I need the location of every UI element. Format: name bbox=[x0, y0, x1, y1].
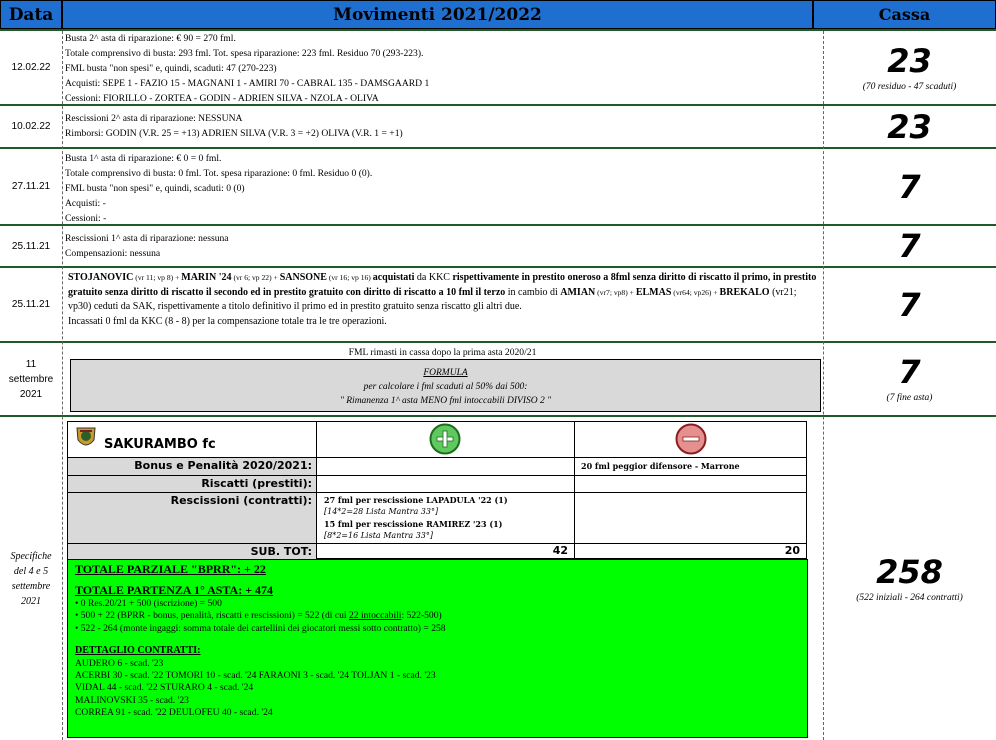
cassa-value: 7 bbox=[898, 167, 921, 206]
team-logo bbox=[74, 425, 98, 451]
trade-keyword: acquistati bbox=[372, 272, 415, 283]
row-date: 12.02.22 bbox=[11, 62, 51, 73]
row-title: FML rimasti in cassa dopo la prima asta 2020/21 bbox=[348, 347, 537, 358]
player-stats: (vr 11; vp 8) + bbox=[133, 273, 182, 282]
trade-text: da KKC bbox=[414, 272, 453, 283]
header-date: Data bbox=[0, 0, 62, 29]
minus-circle-icon bbox=[675, 423, 707, 455]
text-line: Rescissioni 1^ asta di riparazione: nessuna bbox=[65, 233, 229, 244]
cassa-cell bbox=[823, 268, 996, 341]
trade-terms: rispettivamente in prestito oneroso a 8fml senza diritto di riscatto il primo, in prestito gratuito senza diritto di riscatto il secondo ed in prestito gratuito con diritto di riscatto a 10 fml il terzo bbox=[68, 272, 817, 298]
subtot-label: SUB. TOT: bbox=[250, 545, 312, 558]
formula-label: FORMULA bbox=[423, 368, 468, 378]
cassa-value: 23 bbox=[887, 107, 932, 146]
row-description bbox=[65, 31, 820, 106]
player-name: ELMAS bbox=[635, 286, 672, 298]
text-line: Incassati 0 fml da KKC (8 - 8) per la compensazione totale tra le tre operazioni. bbox=[68, 315, 387, 327]
cassa-value: 7 bbox=[898, 227, 921, 265]
contract-line: VIDAL 44 - scad. '22 STURARO 4 - scad. '24 bbox=[75, 682, 254, 694]
bonus-label: Bonus e Penalità 2020/2021: bbox=[134, 459, 312, 472]
subtot-minus: 20 bbox=[784, 544, 800, 557]
summary-bullet bbox=[75, 610, 800, 622]
formula-box bbox=[70, 359, 821, 412]
row-description bbox=[65, 111, 820, 141]
rescission-entry: 15 fml per rescissione RAMIREZ '23 (1) bbox=[324, 519, 503, 529]
riscatti-label: Riscatti (prestiti): bbox=[201, 477, 312, 490]
bullet-text: • 500 + 22 (BPRR - bonus, penalità, riscatti e rescissioni) = 522 (di cui bbox=[75, 610, 349, 622]
text-line: FML busta "non spesi" e, quindi, scaduti: 0 (0) bbox=[65, 183, 245, 194]
row-description bbox=[68, 271, 822, 329]
formula-line: " Rimanenza 1^ asta MENO fml intoccabili DIVISO 2 " bbox=[339, 396, 552, 406]
summary-bullet: • 522 - 264 (monte ingaggi: somma totale dei cartellini dei giocatori messi sotto contratto) = 258 bbox=[75, 622, 446, 634]
rescission-entry: 27 fml per rescissione LAPADULA '22 (1) bbox=[324, 495, 508, 505]
bonus-amount: 20 fml bbox=[581, 461, 610, 471]
text-line: Cessioni: FIORILLO - ZORTEA - GODIN - ADRIEN SILVA - NZOLA - OLIVA bbox=[65, 93, 379, 104]
bonus-reason: peggior difensore - Marrone bbox=[609, 461, 740, 471]
trade-text: (vr21; vp30) ceduti da SAK, rispettivamente a titolo definitivo il primo ed in prestito gratuito senza riscatto gli altri due. bbox=[68, 286, 797, 313]
text-line: Acquisti: - bbox=[65, 198, 106, 209]
team-name: SAKURAMBO fc bbox=[104, 437, 216, 452]
text-line: Busta 1^ asta di riparazione: € 0 = 0 fml. bbox=[65, 153, 222, 164]
totale-parziale: TOTALE PARZIALE "BPRR": + 22 bbox=[75, 562, 266, 576]
header-title: Movimenti 2021/2022 bbox=[62, 0, 813, 29]
row-date: Specifiche del 4 e 5 settembre 2021 bbox=[10, 550, 52, 607]
text-line: Acquisti: SEPE 1 - FAZIO 15 - MAGNANI 1 - AMIRI 70 - CABRAL 135 - DAMSGAARD 1 bbox=[65, 78, 430, 89]
player-stats: (vr7; vp8) + bbox=[595, 287, 636, 297]
cassa-value: 7 bbox=[898, 353, 921, 391]
player-name: STOJANOVIC bbox=[68, 272, 134, 283]
subtot-plus: 42 bbox=[552, 544, 568, 557]
totale-partenza: TOTALE PARTENZA 1° ASTA: + 474 bbox=[75, 583, 274, 597]
rescissioni-detail bbox=[324, 494, 508, 542]
cassa-cell bbox=[823, 343, 996, 415]
row-description bbox=[65, 151, 820, 226]
text-line: Totale comprensivo di busta: 0 fml. Tot. spesa riparazione: 0 fml. Residuo 0 (0). bbox=[65, 168, 373, 179]
summary-box bbox=[67, 559, 808, 738]
cassa-note: (7 fine asta) bbox=[886, 393, 933, 403]
row-date: 10.02.22 bbox=[11, 121, 51, 132]
bullet-text: : 522-500) bbox=[401, 610, 442, 622]
player-name: MARIN '24 bbox=[181, 272, 232, 283]
row-description bbox=[65, 231, 820, 261]
text-line: FML busta "non spesi" e, quindi, scaduti: 47 (270-223) bbox=[65, 63, 277, 74]
player-name: AMIAN bbox=[560, 286, 596, 298]
trade-paragraph bbox=[68, 271, 822, 315]
cassa-value: 258 bbox=[876, 552, 943, 591]
cassa-note: (522 iniziali - 264 contratti) bbox=[856, 592, 963, 603]
row-date: 25.11.21 bbox=[11, 240, 51, 252]
rescission-note: [14*2=28 Lista Mantra 33°] bbox=[324, 507, 439, 516]
row-date: 25.11.21 bbox=[11, 299, 51, 310]
cassa-value: 23 bbox=[887, 41, 932, 80]
cassa-cell bbox=[823, 149, 996, 224]
contract-line: MALINOVSKI 35 - scad. '23 bbox=[75, 694, 189, 706]
text-line: Totale comprensivo di busta: 293 fml. Tot. spesa riparazione: 223 fml. Residuo 70 (293-223). bbox=[65, 48, 424, 59]
text-line: Rimborsi: GODIN (V.R. 25 = +13) ADRIEN SILVA (V.R. 3 = +2) OLIVA (V.R. 1 = +1) bbox=[65, 128, 403, 139]
player-stats: (vr 16; vp 16) bbox=[326, 273, 373, 282]
contract-line: CORREA 91 - scad. '22 DEULOFEU 40 - scad. '24 bbox=[75, 707, 273, 719]
row-date: 11 settembre 2021 bbox=[8, 358, 54, 400]
bullet-underlined: 22 intoccabili bbox=[348, 610, 402, 622]
bonus-minus-text bbox=[581, 461, 740, 471]
formula-line: per calcolare i fml scaduti al 50% dai 500: bbox=[363, 382, 528, 392]
cassa-cell bbox=[823, 106, 996, 147]
cassa-cell bbox=[823, 417, 996, 740]
plus-circle-icon bbox=[429, 423, 461, 455]
summary-bullet: • 0 Res.20/21 + 500 (iscrizione) = 500 bbox=[75, 598, 222, 609]
cassa-value: 7 bbox=[898, 285, 921, 324]
cassa-cell bbox=[823, 226, 996, 266]
header-cassa: Cassa bbox=[813, 0, 996, 29]
column-divider bbox=[62, 31, 63, 740]
cassa-note: (70 residuo - 47 scaduti) bbox=[862, 81, 957, 92]
text-line: Rescissioni 2^ asta di riparazione: NESSUNA bbox=[65, 113, 243, 124]
player-name: BREKALO bbox=[719, 286, 770, 298]
trade-text: in cambio di bbox=[505, 286, 561, 298]
text-line: Cessioni: - bbox=[65, 213, 107, 224]
player-stats: (vr64; vp26) + bbox=[671, 287, 720, 297]
contract-line: ACERBI 30 - scad. '22 TOMORI 10 - scad. '24 FARAONI 3 - scad. '24 TOLJAN 1 - scad. '23 bbox=[75, 670, 436, 682]
cassa-cell bbox=[823, 31, 996, 104]
text-line: Busta 2^ asta di riparazione: € 90 = 270 fml. bbox=[65, 33, 236, 44]
dettaglio-title: DETTAGLIO CONTRATTI: bbox=[75, 645, 201, 657]
player-stats: (vr 6; vp 22) + bbox=[231, 273, 280, 282]
rescissioni-label: Rescissioni (contratti): bbox=[170, 494, 312, 507]
contract-line: AUDERO 6 - scad. '23 bbox=[75, 657, 164, 669]
row-date: 27.11.21 bbox=[11, 181, 51, 192]
player-name: SANSONE bbox=[279, 272, 327, 283]
text-line: Compensazioni: nessuna bbox=[65, 248, 161, 259]
rescission-note: [8*2=16 Lista Mantra 33°] bbox=[324, 531, 433, 540]
